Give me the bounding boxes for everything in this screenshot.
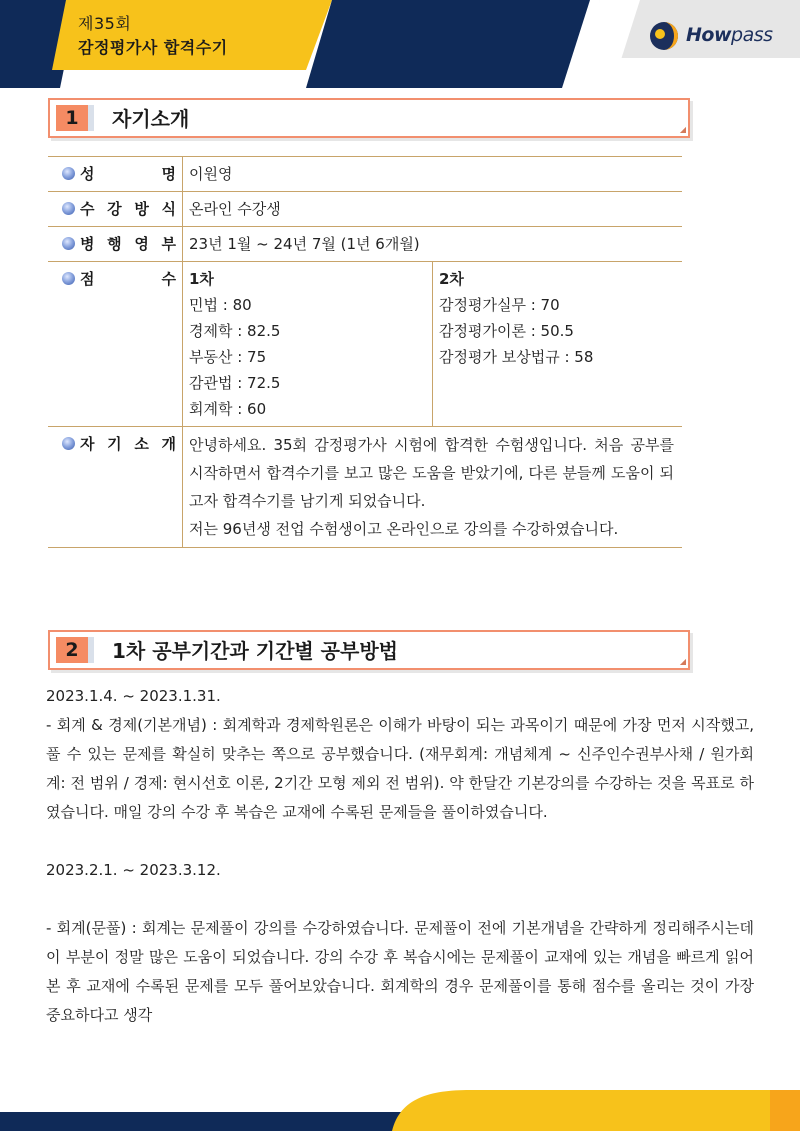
period-value: 23년 1월 ~ 24년 7월 (1년 6개월) <box>183 227 683 262</box>
profile-row-score <box>48 262 682 427</box>
name-label-cell <box>48 157 183 192</box>
section2-banner <box>48 630 690 670</box>
bullet-icon <box>62 237 75 250</box>
header-title-line1: 제35회 <box>78 14 132 33</box>
score-item: 부동산 : 75 <box>189 348 267 366</box>
score-item: 감정평가실무 : 70 <box>439 296 560 314</box>
profile-row-intro <box>48 427 682 548</box>
intro-label: 자 기 소 개 <box>80 435 176 453</box>
score-item: 경제학 : 82.5 <box>189 322 281 340</box>
first-exam-scores <box>183 262 433 426</box>
howpass-logo <box>648 20 788 52</box>
intro-text: 안녕하세요. 35회 감정평가사 시험에 합격한 수험생입니다. 처음 공부를 시작하면서 합격수기를 보고 많은 도움을 받았기에, 다른 분들께 도움이 되고자 합격수기를 남기게 되었습니다. <box>189 436 674 510</box>
score-item: 감정평가 보상법규 : 58 <box>439 348 594 366</box>
paragraph: - 회계 & 경제(기본개념) : 회계학과 경제학원론은 이해가 바탕이 되는 과목이기 때문에 가장 먼저 시작했고, 풀 수 있는 문제를 확실히 맞추는 쪽으로 공부했습니다. (재무회계: 개념체계 ~ 신주인수권부사채 / 원가회계: 전 범위 / 경제: 현시선호 이론, 2기간 모형 제외 전 범위). 약 한달간 기본강의를 수강하는 것을 목표로 하였습니다. 매일 강의 수강 후 복습은 교재에 수록된 문제들을 풀이하였습니다. <box>46 716 754 821</box>
profile-row-mode <box>48 192 682 227</box>
second-exam-heading: 2차 <box>439 270 464 288</box>
score-label: 점 수 <box>80 270 176 288</box>
intro-value <box>183 427 683 548</box>
corner-mark-icon: ◢ <box>679 125 686 134</box>
profile-row-name <box>48 157 682 192</box>
score-label-cell <box>48 262 183 427</box>
section2-title: 1차 공부기간과 기간별 공부방법 <box>112 639 398 663</box>
score-item: 감관법 : 72.5 <box>189 374 281 392</box>
score-item: 민법 : 80 <box>189 296 252 314</box>
header-title-line2: 감정평가사 합격수기 <box>78 38 228 57</box>
score-value-cell <box>183 262 683 427</box>
bullet-icon <box>62 437 75 450</box>
howpass-logo-text: Howpass <box>686 24 773 46</box>
name-value: 이원영 <box>183 157 683 192</box>
bullet-icon <box>62 167 75 180</box>
intro-label-cell <box>48 427 183 548</box>
howpass-logo-icon <box>648 20 684 52</box>
mode-value: 온라인 수강생 <box>183 192 683 227</box>
mode-label: 수 강 방 식 <box>80 200 176 218</box>
corner-mark-icon: ◢ <box>679 657 686 666</box>
paragraph: - 회계(문풀) : 회계는 문제풀이 강의를 수강하였습니다. 문제풀이 전에 기본개념을 간략하게 정리해주시는데 이 부분이 정말 많은 도움이 되었습니다. 강의 수강 후 복습시에는 문제풀이 교재에 있는 개념을 빠르게 읽어본 후 교재에 수록된 문제를 모두 풀어보았습니다. 회계학의 경우 문제풀이를 통해 점수를 올리는 것이 가장 중요하다고 생각 <box>46 919 754 1024</box>
section2-number: 2 <box>56 637 94 663</box>
study-method-body <box>46 682 754 1030</box>
bullet-icon <box>62 202 75 215</box>
bullet-icon <box>62 272 75 285</box>
section1-number: 1 <box>56 105 94 131</box>
page-footer <box>0 1090 800 1131</box>
period-heading: 2023.1.4. ~ 2023.1.31. <box>46 687 221 705</box>
period-label-cell <box>48 227 183 262</box>
section1-title: 자기소개 <box>112 107 190 131</box>
mode-label-cell <box>48 192 183 227</box>
name-label: 성 명 <box>80 165 176 183</box>
footer-background <box>0 1090 800 1131</box>
first-exam-heading: 1차 <box>189 270 214 288</box>
page-header <box>0 0 800 88</box>
score-item: 회계학 : 60 <box>189 400 267 418</box>
header-navy-right <box>306 0 590 88</box>
score-item: 감정평가이론 : 50.5 <box>439 322 574 340</box>
header-title <box>78 12 228 60</box>
second-exam-scores <box>433 266 593 422</box>
section1-banner <box>48 98 690 138</box>
intro-text-2: 저는 96년생 전업 수험생이고 온라인으로 강의를 수강하였습니다. <box>189 520 619 538</box>
period-heading: 2023.2.1. ~ 2023.3.12. <box>46 861 221 879</box>
profile-row-period <box>48 227 682 262</box>
period-label: 병 행 영 부 <box>80 235 176 253</box>
profile-table <box>48 156 682 548</box>
